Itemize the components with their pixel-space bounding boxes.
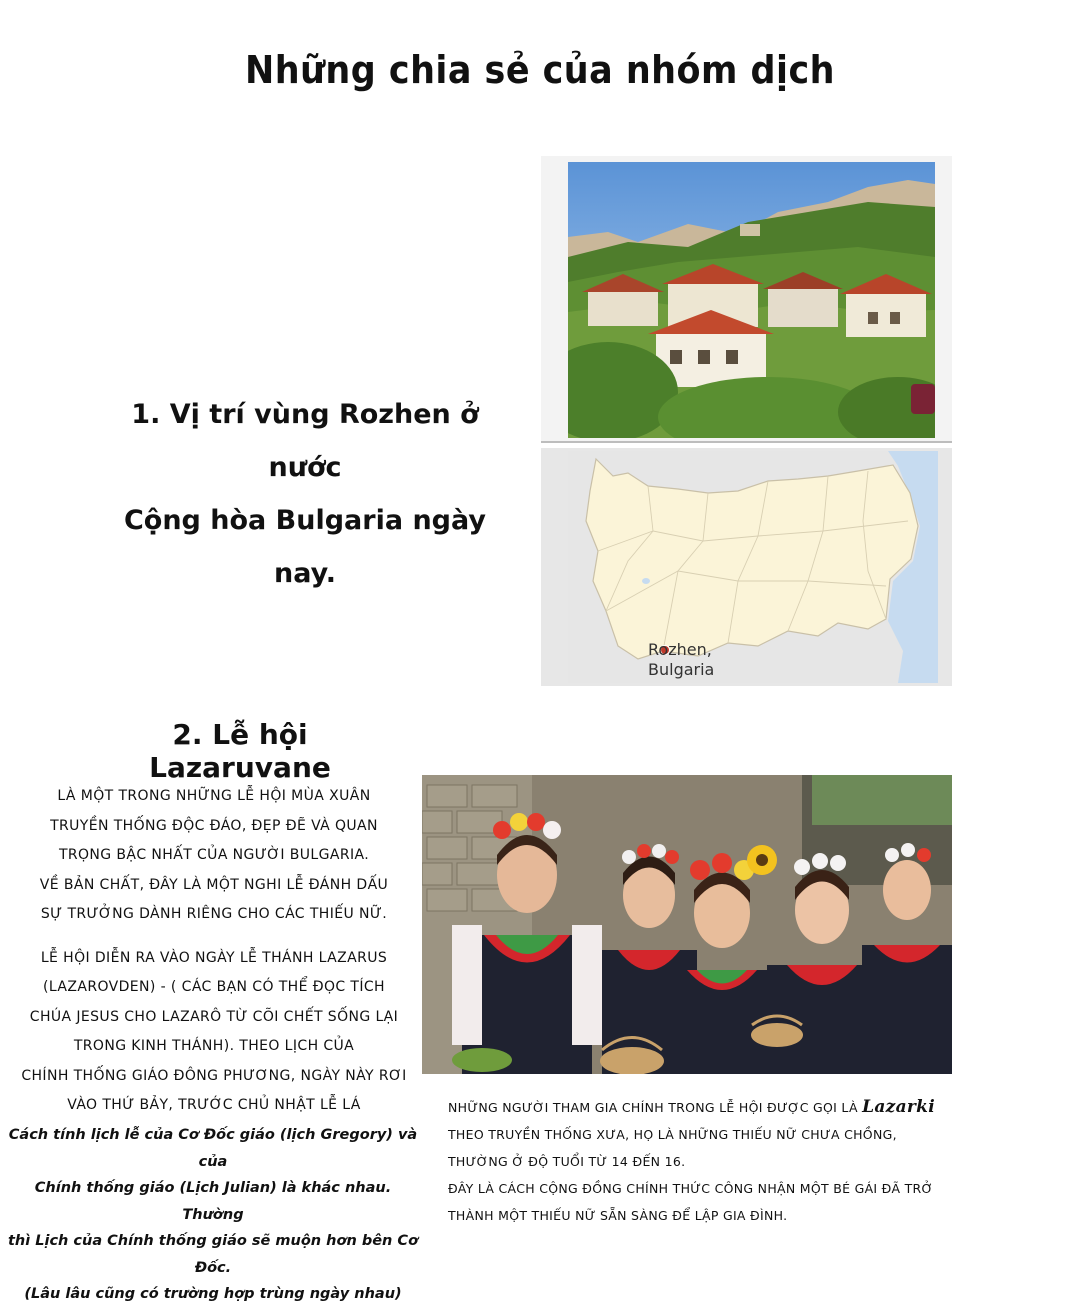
map-label <box>648 640 714 680</box>
section-1-heading <box>95 388 515 600</box>
desc-line: VỀ BẢN CHẤT, ĐÂY LÀ MỘT NGHI LỄ ĐÁNH DẤU <box>39 876 389 893</box>
map-illustration <box>568 451 938 683</box>
caption-line-1 <box>448 1094 968 1121</box>
desc-line: SỰ TRƯỞNG DÀNH RIÊNG CHO CÁC THIẾU NỮ. <box>40 906 388 922</box>
divider <box>541 441 952 443</box>
section-1-heading-line-2: Cộng hòa Bulgaria ngày nay. <box>123 505 487 589</box>
bulgaria-map <box>541 448 952 686</box>
desc-line: VÀO THỨ BẢY, TRƯỚC CHỦ NHẬT LỄ LÁ <box>67 1097 361 1113</box>
festival-caption <box>448 1094 968 1229</box>
page-title: Những chia sẻ của nhóm dịch <box>245 48 835 92</box>
section-2-description <box>8 782 420 1121</box>
note-line: thì Lịch của Chính thống giáo sẽ muộn hơn bên Cơ Đốc. <box>7 1233 419 1276</box>
desc-line: CHÍNH THỐNG GIÁO ĐÔNG PHƯƠNG, NGÀY NÀY RƠI <box>21 1067 407 1084</box>
caption-line-3: THƯỜNG Ở ĐỘ TUỔI TỪ 14 ĐẾN 16. <box>448 1154 686 1169</box>
desc-line: LỄ HỘI DIỄN RA VÀO NGÀY LỄ THÁNH LAZARUS <box>40 949 388 966</box>
village-illustration <box>568 162 935 438</box>
map-label-line-2: Bulgaria <box>648 660 715 679</box>
desc-line: (LAZAROVDEN) - ( CÁC BẠN CÓ THỂ ĐỌC TÍCH <box>43 979 385 995</box>
note-line: Chính thống giáo (Lịch Julian) là khác nhau. Thường <box>34 1180 392 1223</box>
section-2-heading: 2. Lễ hội Lazaruvane <box>149 718 331 784</box>
desc-line: TRUYỀN THỐNG ĐỘC ĐÁO, ĐẸP ĐẼ VÀ QUAN <box>50 817 378 834</box>
desc-line: CHÚA JESUS CHO LAZARÔ TỪ CÕI CHẾT SỐNG LẠI <box>29 1008 399 1025</box>
rozhen-village-photo <box>541 156 952 442</box>
caption-line-4: ĐÂY LÀ CÁCH CỘNG ĐỒNG CHÍNH THỨC CÔNG NHẬN MỘT BÉ GÁI ĐÃ TRỞ <box>448 1181 934 1196</box>
caption-line-5: THÀNH MỘT THIẾU NỮ SẴN SÀNG ĐỂ LẬP GIA ĐÌNH. <box>448 1208 788 1223</box>
note-line: (Lâu lâu cũng có trường hợp trùng ngày nhau) <box>24 1286 402 1302</box>
desc-line: TRỌNG BẬC NHẤT CỦA NGƯỜI BULGARIA. <box>58 847 370 863</box>
desc-line: TRONG KINH THÁNH). THEO LỊCH CỦA <box>73 1038 355 1054</box>
note-line: Cách tính lịch lễ của Cơ Đốc giáo (lịch Gregory) và của <box>8 1127 418 1170</box>
calendar-note <box>6 1122 420 1308</box>
caption-line-2: THEO TRUYỀN THỐNG XƯA, HỌ LÀ NHỮNG THIẾU NỮ CHƯA CHỒNG, <box>448 1127 897 1142</box>
map-label-line-1: Rozhen, <box>648 640 712 659</box>
caption-line-1-text: NHỮNG NGƯỜI THAM GIA CHÍNH TRONG LỄ HỘI ĐƯỢC GỌI LÀ <box>448 1100 858 1115</box>
desc-line: LÀ MỘT TRONG NHỮNG LỄ HỘI MÙA XUÂN <box>57 788 371 804</box>
section-1-heading-line-1: 1. Vị trí vùng Rozhen ở nước <box>131 399 479 483</box>
lazarki-festival-photo <box>422 775 952 1074</box>
lazarki-keyword: Lazarki <box>862 1097 936 1117</box>
